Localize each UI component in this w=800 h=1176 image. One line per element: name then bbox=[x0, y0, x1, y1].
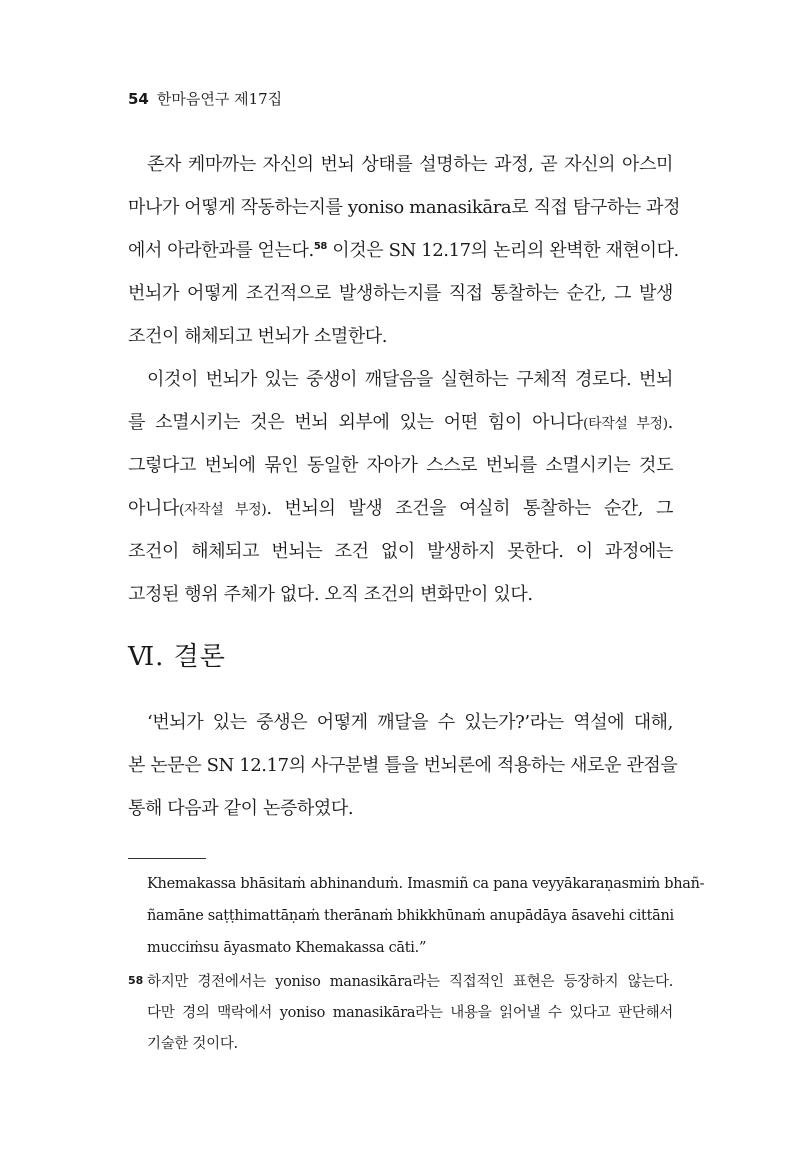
body-line: 본 논문은 SN 12.17의 사구분별 틀을 번뇌론에 적용하는 새로운 관점을 bbox=[128, 755, 678, 776]
page-number: 54 bbox=[128, 90, 149, 108]
footnote-number: 58 bbox=[128, 974, 144, 987]
footnote-line: 다만 경의 맥락에서 yoniso manasikāra라는 내용을 읽어낼 수 있다고 판단해서 bbox=[147, 1005, 673, 1021]
body-line: 마나가 어떻게 작동하는지를 yoniso manasikāra로 직접 탐구하는 과정 bbox=[128, 197, 681, 218]
body-line: 고정된 행위 주체가 없다. 오직 조건의 변화만이 있다. bbox=[128, 584, 533, 605]
body-line: 그렇다고 번뇌에 묶인 동일한 자아가 스스로 번뇌를 소멸시키는 것도 bbox=[128, 455, 673, 476]
footnote-line: Khemakassa bhāsitaṁ abhinanduṁ. Imasmiñ ca pana veyyākaraṇasmiṁ bhañ- bbox=[147, 876, 705, 892]
journal-title: 한마음연구 제17집 bbox=[156, 90, 283, 108]
body-line: 존자 케마까는 자신의 번뇌 상태를 설명하는 과정, 곧 자신의 아스미 bbox=[147, 154, 673, 175]
footnote-ref-58[interactable]: 58 bbox=[313, 241, 327, 252]
body-line: 에서 아라한과를 얻는다.$^{58}$ 이것은 SN 12.17의 논리의 완벽한 재현이다. bbox=[128, 240, 679, 261]
footnote-line: ñamāne saṭṭhimattāṇaṁ therānaṁ bhikkhūnaṁ anupādāya āsavehi cittāni bbox=[147, 908, 674, 924]
body-line: 이것이 번뇌가 있는 중생이 깨달음을 실현하는 구체적 경로다. 번뇌 bbox=[147, 369, 673, 390]
running-header bbox=[128, 88, 282, 109]
body-line: 번뇌가 어떻게 조건적으로 발생하는지를 직접 통찰하는 순간, 그 발생 bbox=[128, 283, 673, 304]
footnote-line: 기술한 것이다. bbox=[147, 1036, 238, 1052]
body-line: 조건이 해체되고 번뇌가 소멸한다. bbox=[128, 326, 388, 347]
body-line: 를 소멸시키는 것은 번뇌 외부에 있는 어떤 힘이 아니다(타작설 부정). bbox=[128, 412, 673, 433]
body-line: ‘번뇌가 있는 중생은 어떻게 깨달을 수 있는가?’라는 역설에 대해, bbox=[147, 712, 673, 733]
body-line: 조건이 해체되고 번뇌는 조건 없이 발생하지 못한다. 이 과정에는 bbox=[128, 541, 673, 562]
section-heading: Ⅵ. 결론 bbox=[128, 642, 226, 672]
footnote-line: mucciṁsu āyasmato Khemakassa cāti.” bbox=[147, 940, 427, 956]
footnote-line: 하지만 경전에서는 yoniso manasikāra라는 직접적인 표현은 등장하지 않는다. bbox=[147, 974, 673, 990]
footnote-divider bbox=[128, 858, 206, 859]
body-line: 아니다(자작설 부정). 번뇌의 발생 조건을 여실히 통찰하는 순간, 그 bbox=[128, 498, 673, 519]
body-line: 통해 다음과 같이 논증하였다. bbox=[128, 798, 354, 819]
